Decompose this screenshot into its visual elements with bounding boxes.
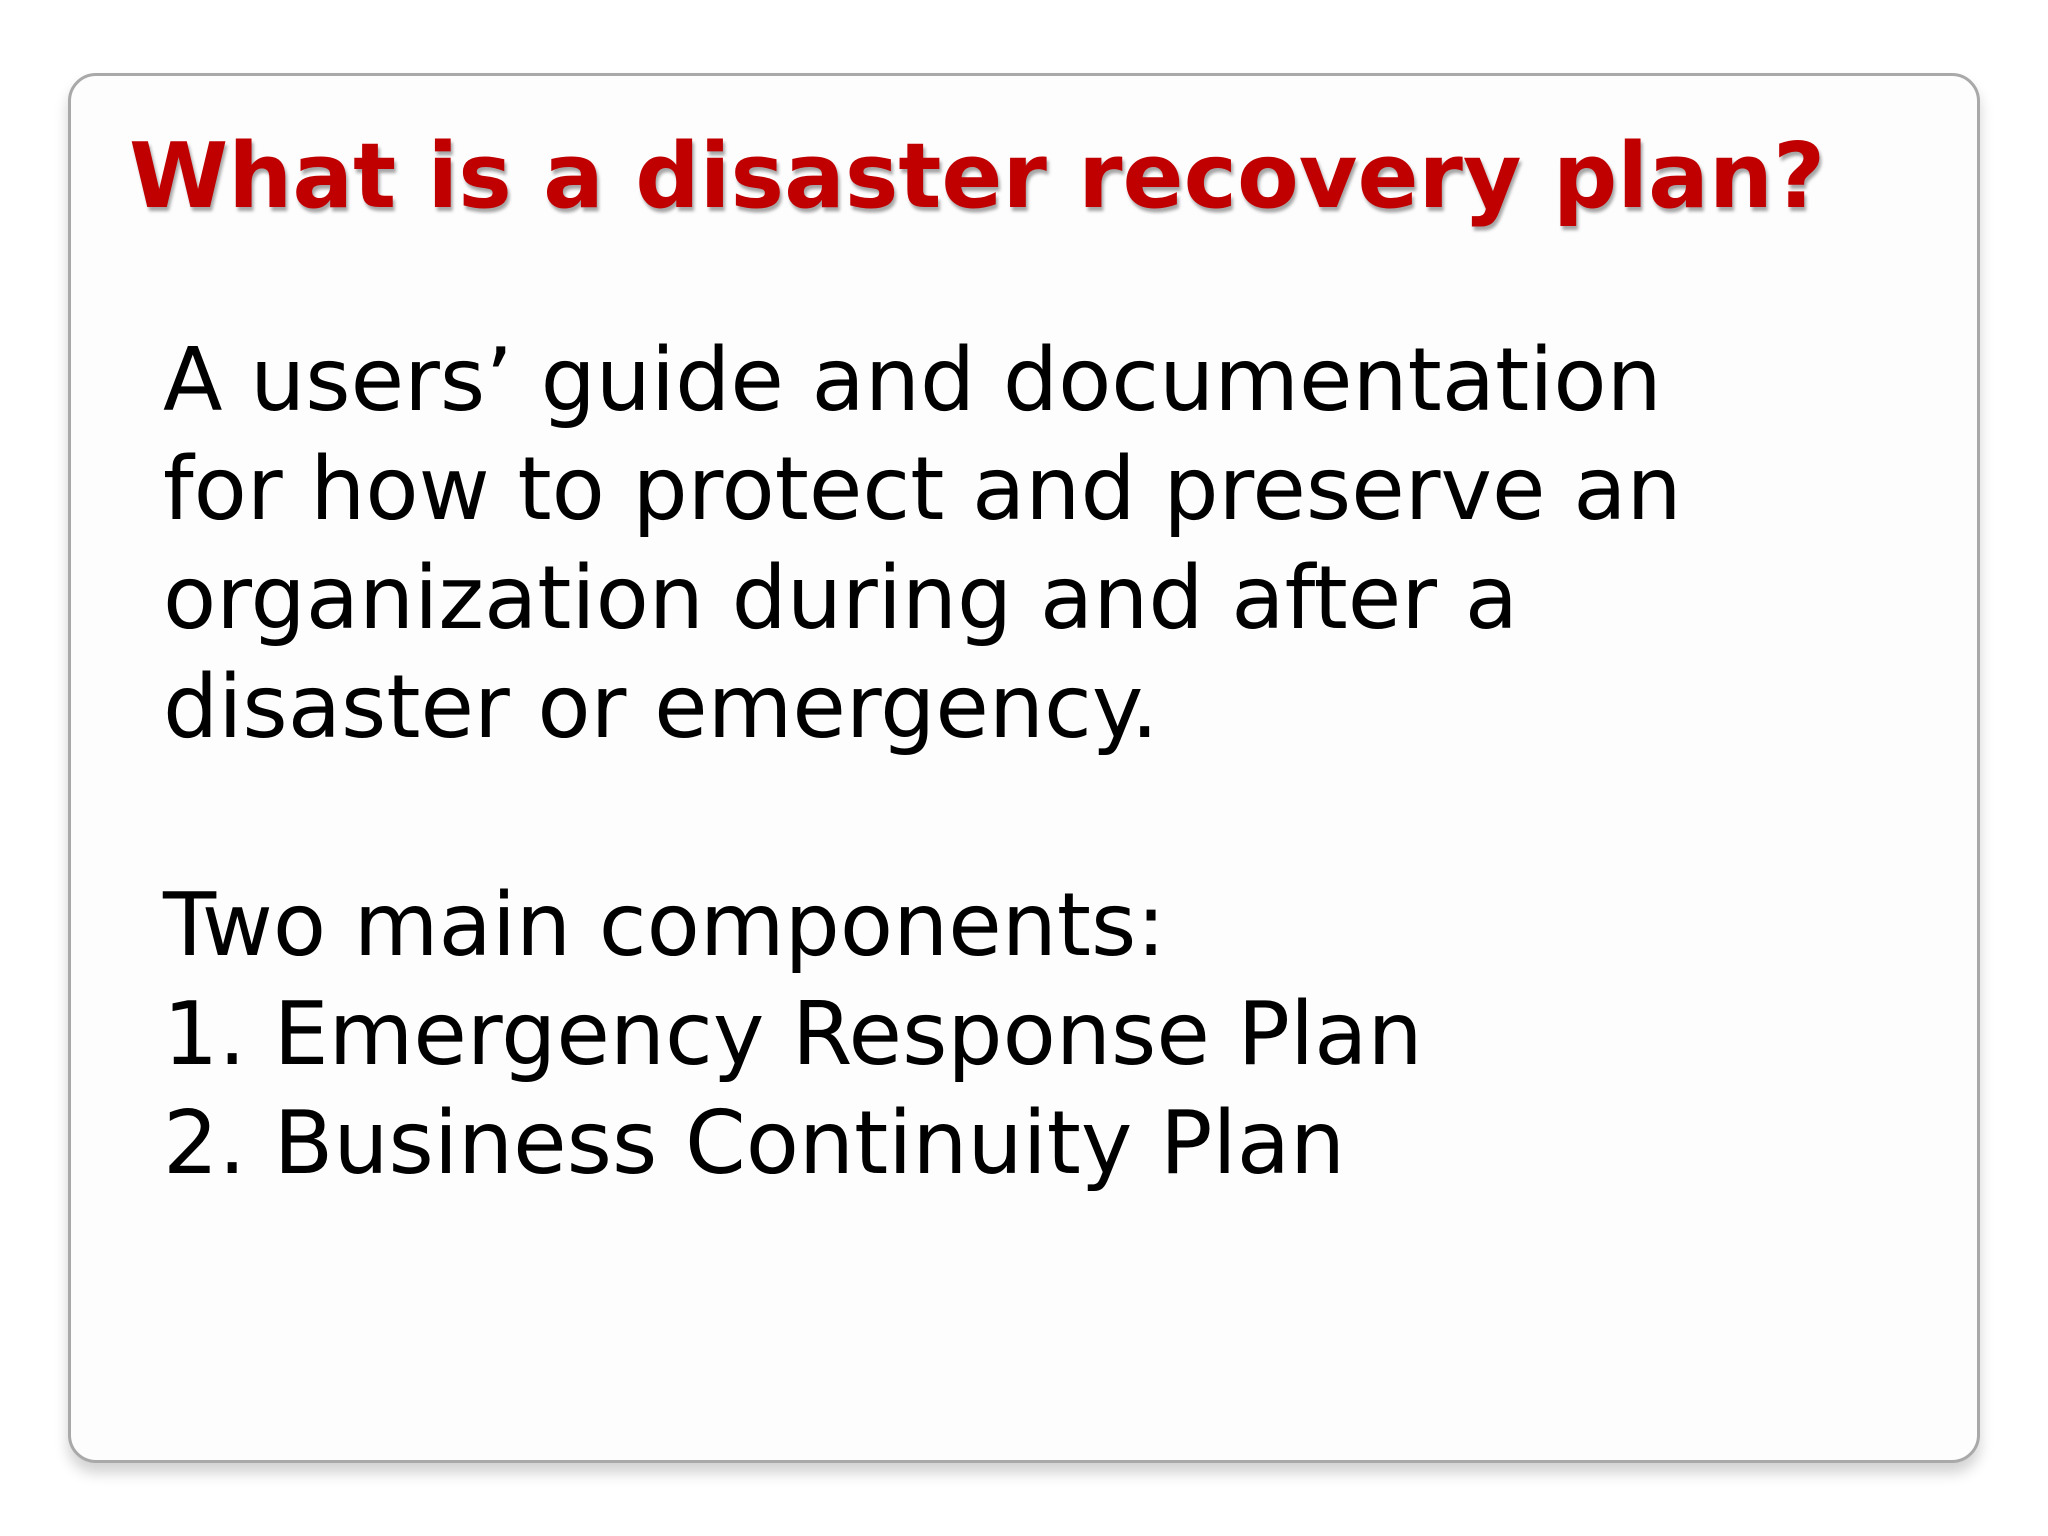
definition-line: organization during and after a — [163, 547, 1519, 649]
slide-body — [163, 326, 1903, 1198]
definition-line: disaster or emergency. — [163, 656, 1159, 758]
slide-card — [68, 73, 1980, 1463]
component-item-business-continuity: 2. Business Continuity Plan — [163, 1092, 1346, 1194]
components-heading: Two main components: — [163, 874, 1166, 976]
definition-paragraph — [163, 326, 1903, 762]
paragraph-spacer — [163, 762, 1903, 871]
components-section — [163, 871, 1903, 1198]
slide-title: What is a disaster recovery plan? — [129, 124, 1826, 229]
definition-line: A users’ guide and documentation — [163, 329, 1662, 431]
component-item-emergency-response: 1. Emergency Response Plan — [163, 983, 1423, 1085]
definition-line: for how to protect and preserve an — [163, 438, 1682, 540]
